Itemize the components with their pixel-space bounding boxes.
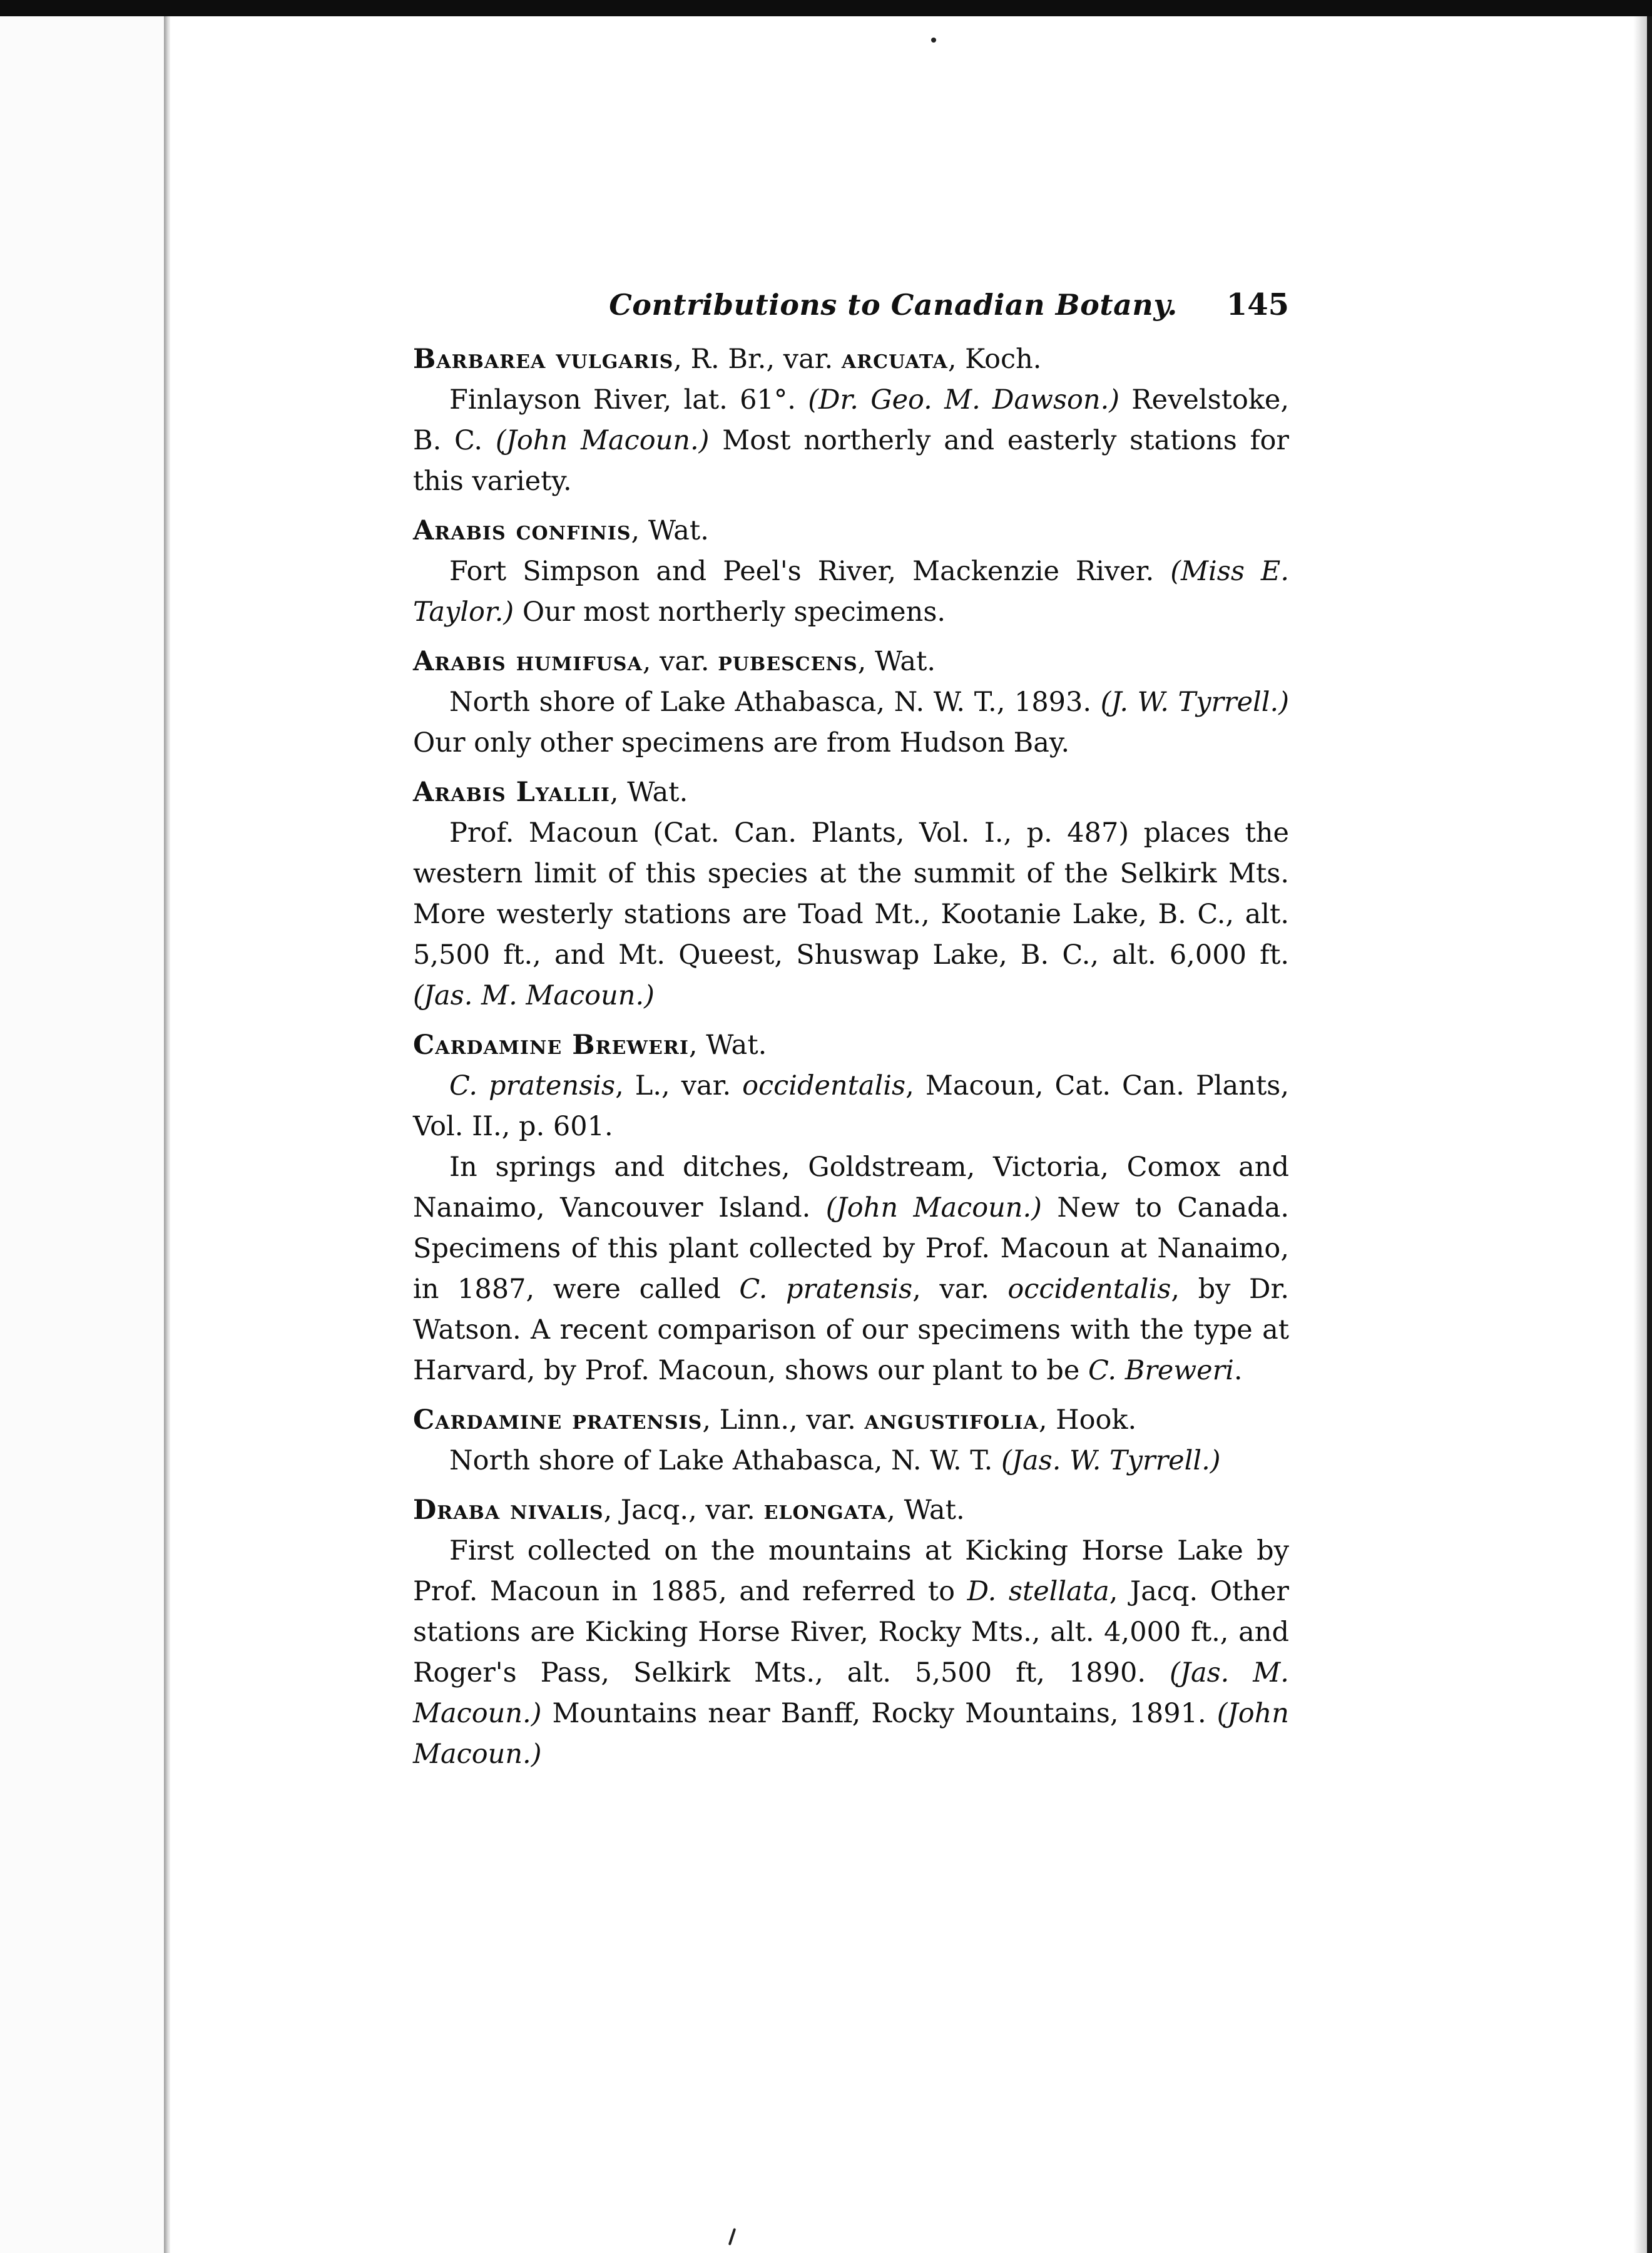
scan-top-border	[0, 0, 1652, 16]
body-text: Our only other specimens are from Hudson Bay.	[413, 727, 1070, 759]
species-name: Arabis confinis	[413, 515, 631, 546]
italic-text: D. stellata	[967, 1576, 1109, 1607]
species-entry	[413, 1400, 1289, 1481]
facing-page-strip	[0, 16, 164, 2253]
species-authority: , Wat.	[609, 777, 688, 808]
entry-paragraph	[413, 1066, 1289, 1147]
body-text: Fort Simpson and Peel's River, Mackenzie River.	[449, 556, 1171, 587]
species-entry	[413, 641, 1289, 764]
species-authority: , Wat.	[688, 1029, 767, 1061]
scan-speck	[931, 38, 936, 43]
species-entry	[413, 511, 1289, 633]
right-edge-shadow	[1633, 16, 1647, 2253]
body-text: New to Canada. Specimens of this plant collected by Prof. Macoun at Nanaimo, in 1887, were called	[413, 1192, 1290, 1305]
body-text: , var.	[912, 1274, 1008, 1305]
body-text: North shore of Lake Athabasca, N. W. T.	[449, 1445, 1001, 1476]
italic-text: occidentalis	[742, 1070, 906, 1101]
entry-paragraph	[413, 1531, 1289, 1775]
variety-authority: , Hook.	[1038, 1404, 1137, 1436]
italic-text: C. Breweri	[1088, 1355, 1234, 1386]
scan-speck	[728, 2228, 736, 2245]
italic-text: (Jas. M. Macoun.)	[413, 1657, 1289, 1729]
page-number: 145	[1226, 287, 1289, 322]
species-name: Arabis Lyallii	[413, 777, 610, 808]
variety-name: angustifolia	[864, 1404, 1039, 1436]
species-name: Barbarea vulgaris	[413, 344, 674, 375]
entry-paragraph	[413, 682, 1289, 764]
body-text: , Jacq. Other stations are Kicking Horse River, Rocky Mts., alt. 4,000 ft., and Roger's Pass, Selkirk Mts., alt. 5,500 ft, 1890.	[413, 1576, 1289, 1688]
species-entry	[413, 1025, 1289, 1391]
entry-paragraph	[413, 813, 1289, 1016]
body-text: In springs and ditches, Goldstream, Victoria, Comox and Nanaimo, Vancouver Island.	[413, 1152, 1289, 1224]
scan-right-border	[1647, 16, 1652, 2253]
variety-authority: , Koch.	[947, 344, 1042, 375]
species-authority: , R. Br., var.	[673, 344, 842, 375]
species-entry	[413, 1490, 1289, 1775]
body-text: Prof. Macoun (Cat. Can. Plants, Vol. I., p. 487) places the western limit of this species at the summit of the Selkirk Mts. More westerly stations are Toad Mt., Kootanie Lake, B. C., alt. 5,500 ft., and Mt. Queest, Shuswap Lake, B. C., alt. 6,000 ft.	[413, 817, 1289, 971]
species-entries	[413, 339, 1289, 1775]
entry-paragraph	[413, 1441, 1289, 1481]
species-heading	[413, 1400, 1289, 1441]
body-text: , L., var.	[615, 1070, 743, 1101]
italic-text: (Jas. M. Macoun.)	[413, 980, 655, 1011]
variety-authority: , Wat.	[887, 1494, 965, 1526]
species-entry	[413, 772, 1289, 1016]
species-name: Draba nivalis	[413, 1494, 604, 1526]
species-authority: , Linn., var.	[702, 1404, 865, 1436]
body-text: Most northerly and easterly stations for this variety.	[413, 425, 1289, 497]
book-page	[413, 285, 1289, 1784]
italic-text: (J. W. Tyrrell.)	[1100, 687, 1289, 718]
running-head	[413, 285, 1289, 325]
italic-text: (Miss E. Taylor.)	[413, 556, 1289, 628]
species-authority: , Wat.	[631, 515, 709, 546]
italic-text: C. pratensis	[739, 1274, 913, 1305]
body-text: Our most northerly specimens.	[514, 596, 946, 628]
running-head-title: Contributions to Canadian Botany.	[609, 288, 1178, 322]
entry-paragraph	[413, 1147, 1289, 1391]
italic-text: (John Macoun.)	[825, 1192, 1042, 1224]
species-name: Cardamine pratensis	[413, 1404, 703, 1436]
variety-name: pubescens	[718, 646, 858, 677]
variety-name: arcuata	[841, 344, 948, 375]
entry-paragraph	[413, 380, 1289, 502]
italic-text: (Dr. Geo. M. Dawson.)	[808, 384, 1120, 416]
species-heading	[413, 511, 1289, 551]
variety-authority: , Wat.	[857, 646, 936, 677]
species-heading	[413, 1490, 1289, 1531]
body-text: , by Dr. Watson. A recent comparison of our specimens with the type at Harvard, by Prof. Macoun, shows our plant to be	[413, 1274, 1289, 1386]
species-authority: , Jacq., var.	[603, 1494, 764, 1526]
species-heading	[413, 772, 1289, 813]
species-authority: , var.	[642, 646, 718, 677]
body-text: Revelstoke, B. C.	[413, 384, 1290, 456]
body-text: , Macoun, Cat. Can. Plants, Vol. II., p. 601.	[413, 1070, 1289, 1142]
italic-text: C. pratensis	[449, 1070, 616, 1101]
variety-name: elongata	[763, 1494, 887, 1526]
body-text: .	[1233, 1355, 1243, 1386]
italic-text: (John Macoun.)	[413, 1698, 1289, 1770]
body-text: North shore of Lake Athabasca, N. W. T., 1893.	[449, 687, 1101, 718]
italic-text: (John Macoun.)	[495, 425, 710, 456]
body-text: Finlayson River, lat. 61°.	[449, 384, 808, 416]
italic-text: occidentalis	[1007, 1274, 1171, 1305]
species-heading	[413, 1025, 1289, 1066]
species-heading	[413, 641, 1289, 682]
body-text: Mountains near Banff, Rocky Mountains, 1891.	[541, 1698, 1217, 1729]
species-heading	[413, 339, 1289, 380]
entry-paragraph	[413, 551, 1289, 633]
body-text: First collected on the mountains at Kicking Horse Lake by Prof. Macoun in 1885, and referred to	[413, 1535, 1289, 1607]
species-name: Arabis humifusa	[413, 646, 643, 677]
italic-text: (Jas. W. Tyrrell.)	[1001, 1445, 1221, 1476]
species-entry	[413, 339, 1289, 502]
species-name: Cardamine Breweri	[413, 1029, 689, 1061]
page-fold	[164, 16, 170, 2253]
